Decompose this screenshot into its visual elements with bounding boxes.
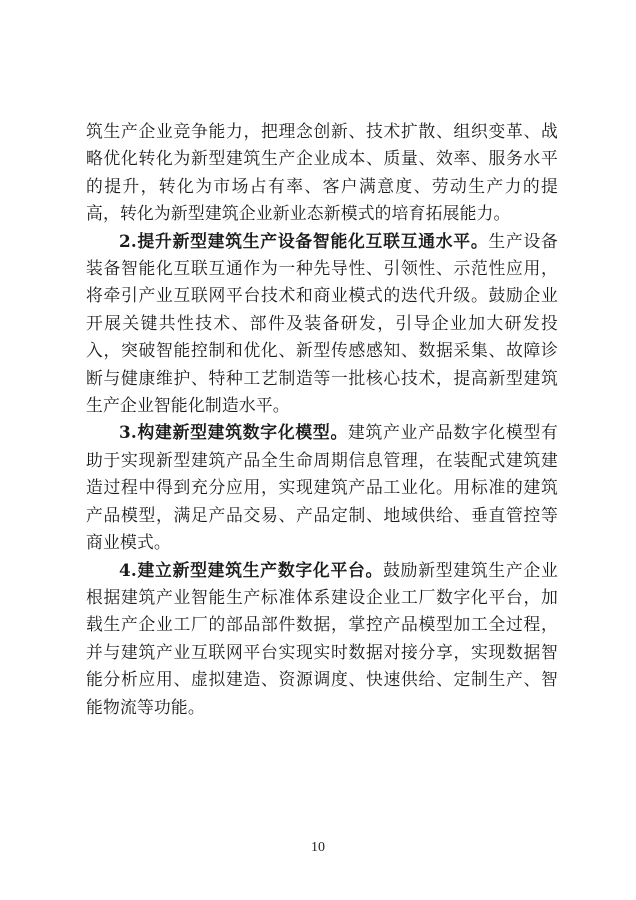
section-heading: 2.提升新型建筑生产设备智能化互联互通水平。 [119, 230, 489, 251]
body-text [86, 118, 558, 721]
paragraph-section-3 [86, 419, 558, 556]
paragraph-text: 建筑产业产品数字化模型有助于实现新型建筑产品全生命周期信息管理，在装配式建筑建造过程中得到充分应用，实现建筑产品工业化。用标准的建筑产品模型，满足产品交易、产品定制、地域供给、垂直管控等商业模式。 [86, 422, 558, 553]
section-heading: 3.构建新型建筑数字化模型。 [119, 422, 349, 443]
paragraph-continuation [86, 118, 558, 228]
paragraph-text: 鼓励新型建筑生产企业根据建筑产业智能生产标准体系建设企业工厂数字化平台，加载生产企业工厂的部品部件数据，掌控产品模型加工全过程，并与建筑产业互联网平台实现实时数据对接分享，实现数据智能分析应用、虚拟建造、资源调度、快速供给、定制生产、智能物流等功能。 [86, 559, 558, 717]
section-heading: 4.建立新型建筑生产数字化平台。 [119, 559, 384, 580]
paragraph-section-2 [86, 228, 558, 420]
paragraph-section-4 [86, 557, 558, 721]
page-number: 10 [311, 840, 325, 855]
paragraph-text: 筑生产企业竞争能力，把理念创新、技术扩散、组织变革、战略优化转化为新型建筑生产企业成本、质量、效率、服务水平的提升，转化为市场占有率、客户满意度、劳动生产力的提高，转化为新型建筑企业新业态新模式的培育拓展能力。 [86, 121, 558, 224]
paragraph-text: 生产设备装备智能化互联互通作为一种先导性、引领性、示范性应用，将牵引产业互联网平台技术和商业模式的迭代升级。鼓励企业开展关键共性技术、部件及装备研发，引导企业加大研发投入，突破智能控制和优化、新型传感感知、数据采集、故障诊断与健康维护、特种工艺制造等一批核心技术，提高新型建筑生产企业智能化制造水平。 [86, 230, 558, 416]
